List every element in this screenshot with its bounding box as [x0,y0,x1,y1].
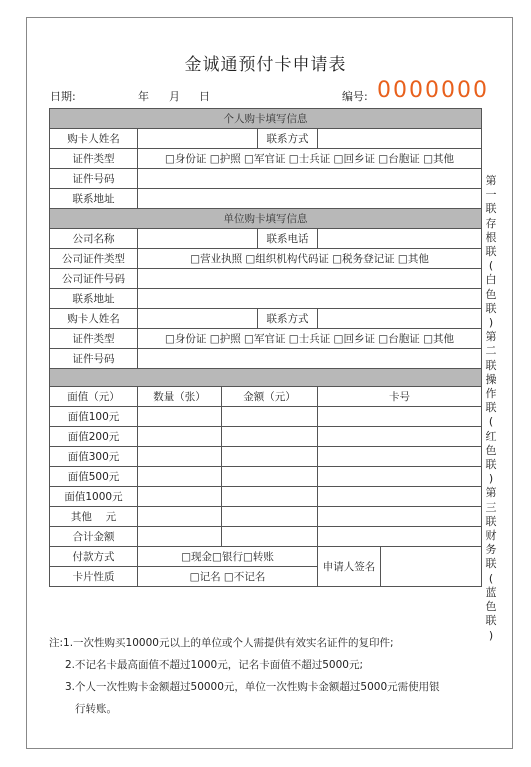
quantity-field[interactable] [138,487,222,507]
amount-field[interactable] [222,487,318,507]
side-text-char: ) [488,628,494,642]
side-text-char: 联 [485,301,497,315]
note-3-cont: 行转账。 [75,703,117,715]
side-text-char: 联 [485,557,497,571]
side-text-char: 蓝 [485,585,497,599]
card-row [50,407,482,427]
total-label: 合计金额 [50,527,138,547]
note-1: 注:1.一次性购买10000元以上的单位或个人需提供有效实名证件的复印件; [49,637,394,649]
personal-id-no-field[interactable] [138,169,482,189]
company-contact-label: 联系方式 [258,309,318,329]
card-nature-label: 卡片性质 [50,567,138,587]
side-text-char: 色 [485,287,497,301]
col-header-amount: 金额（元） [222,387,318,407]
date-label: 日期: [50,90,76,103]
company-phone-label: 联系电话 [258,229,318,249]
company-contact-field[interactable] [318,309,482,329]
side-text-char: ) [488,472,494,486]
side-text-char: ( [488,259,494,273]
card-row-label: 面值1000元 [50,487,138,507]
quantity-field[interactable] [138,507,222,527]
side-text-char: 操 [485,372,497,386]
personal-section-header: 个人购卡填写信息 [50,109,482,129]
side-text-char: 存 [485,216,497,230]
serial-number: 0000000 [377,78,489,103]
company-doc-type-label: 公司证件类型 [50,249,138,269]
company-address-label: 联系地址 [50,289,138,309]
side-text-char: 色 [485,443,497,457]
col-header-denomination: 面值（元） [50,387,138,407]
col-header-card-no: 卡号 [318,387,482,407]
company-address-field[interactable] [138,289,482,309]
company-doc-type-options[interactable]: □营业执照 □组织机构代码证 □税务登记证 □其他 [138,249,482,269]
personal-buyer-name-label: 购卡人姓名 [50,129,138,149]
amount-field[interactable] [222,407,318,427]
date-month-label: 月 [169,90,180,103]
total-card-no-field[interactable] [318,527,482,547]
total-quantity-field[interactable] [138,527,222,547]
side-text-char: 第 [485,330,497,344]
header-row [50,78,490,106]
side-text-char: 联 [485,401,497,415]
company-name-field[interactable] [138,229,258,249]
col-header-quantity: 数量（张） [138,387,222,407]
card-row-label: 面值500元 [50,467,138,487]
amount-field[interactable] [222,447,318,467]
card-no-field[interactable] [318,427,482,447]
card-no-field[interactable] [318,407,482,427]
amount-field[interactable] [222,427,318,447]
company-buyer-name-field[interactable] [138,309,258,329]
side-text-char: 第 [485,486,497,500]
signature-block [318,547,482,587]
personal-id-type-options[interactable]: □身份证 □护照 □军官证 □士兵证 □回乡证 □台胞证 □其他 [138,149,482,169]
amount-field[interactable] [222,507,318,527]
company-id-no-label: 证件号码 [50,349,138,369]
side-text-char: 白 [485,273,497,287]
notes [49,632,499,720]
copy-designation-text [483,174,499,643]
payment-method-label: 付款方式 [50,547,138,567]
side-text-char: ( [488,415,494,429]
card-row [50,487,482,507]
quantity-field[interactable] [138,447,222,467]
quantity-field[interactable] [138,407,222,427]
personal-address-field[interactable] [138,189,482,209]
side-text-char: 联 [485,514,497,528]
company-name-label: 公司名称 [50,229,138,249]
signature-label: 申请人签名 [318,547,381,586]
company-id-type-label: 证件类型 [50,329,138,349]
card-no-field[interactable] [318,467,482,487]
side-text-char: 联 [485,358,497,372]
personal-buyer-name-field[interactable] [138,129,258,149]
card-row-label: 面值200元 [50,427,138,447]
company-section-header: 单位购卡填写信息 [50,209,482,229]
personal-address-label: 联系地址 [50,189,138,209]
side-text-char: ( [488,571,494,585]
side-text-char: 根 [485,230,497,244]
personal-contact-field[interactable] [318,129,482,149]
company-buyer-name-label: 购卡人姓名 [50,309,138,329]
company-id-type-options[interactable]: □身份证 □护照 □军官证 □士兵证 □回乡证 □台胞证 □其他 [138,329,482,349]
card-row [50,507,482,527]
company-id-no-field[interactable] [138,349,482,369]
date-year-label: 年 [138,90,149,103]
side-text-char: 联 [485,614,497,628]
company-doc-no-label: 公司证件号码 [50,269,138,289]
note-2: 2.不记名卡最高面值不超过1000元，记名卡面值不超过5000元; [65,659,363,671]
amount-field[interactable] [222,467,318,487]
card-nature-options[interactable]: □记名 □不记名 [138,567,318,587]
quantity-field[interactable] [138,427,222,447]
side-text-char: 一 [485,188,497,202]
personal-id-no-label: 证件号码 [50,169,138,189]
side-text-char: 二 [485,344,497,358]
serial-label: 编号: [342,90,368,103]
card-no-field[interactable] [318,507,482,527]
side-text-char: 联 [485,245,497,259]
side-text-char: ) [488,316,494,330]
side-text-char: 联 [485,202,497,216]
application-table [49,108,482,587]
side-text-char: 务 [485,543,497,557]
card-row-label: 面值100元 [50,407,138,427]
side-text-char: 红 [485,429,497,443]
side-text-char: 联 [485,458,497,472]
total-amount-field[interactable] [222,527,318,547]
side-text-char: 色 [485,600,497,614]
payment-method-options[interactable]: □现金□银行□转账 [138,547,318,567]
side-text-char: 财 [485,529,497,543]
note-3: 3.个人一次性购卡金额超过50000元，单位一次性购卡金额超过5000元需使用银 [65,681,440,693]
signature-field[interactable] [381,547,481,586]
company-doc-no-field[interactable] [138,269,482,289]
form-title: 金诚通预付卡申请表 [184,55,347,75]
card-row-label: 其他 元 [50,507,138,527]
company-phone-field[interactable] [318,229,482,249]
quantity-field[interactable] [138,467,222,487]
side-text-char: 作 [485,387,497,401]
personal-contact-label: 联系方式 [258,129,318,149]
side-text-char: 三 [485,500,497,514]
date-day-label: 日 [199,90,210,103]
card-row [50,467,482,487]
card-row [50,427,482,447]
card-no-field[interactable] [318,487,482,507]
side-text-char: 第 [485,174,497,187]
separator-bar [50,369,482,387]
card-row-label: 面值300元 [50,447,138,467]
card-no-field[interactable] [318,447,482,467]
card-row [50,447,482,467]
personal-id-type-label: 证件类型 [50,149,138,169]
